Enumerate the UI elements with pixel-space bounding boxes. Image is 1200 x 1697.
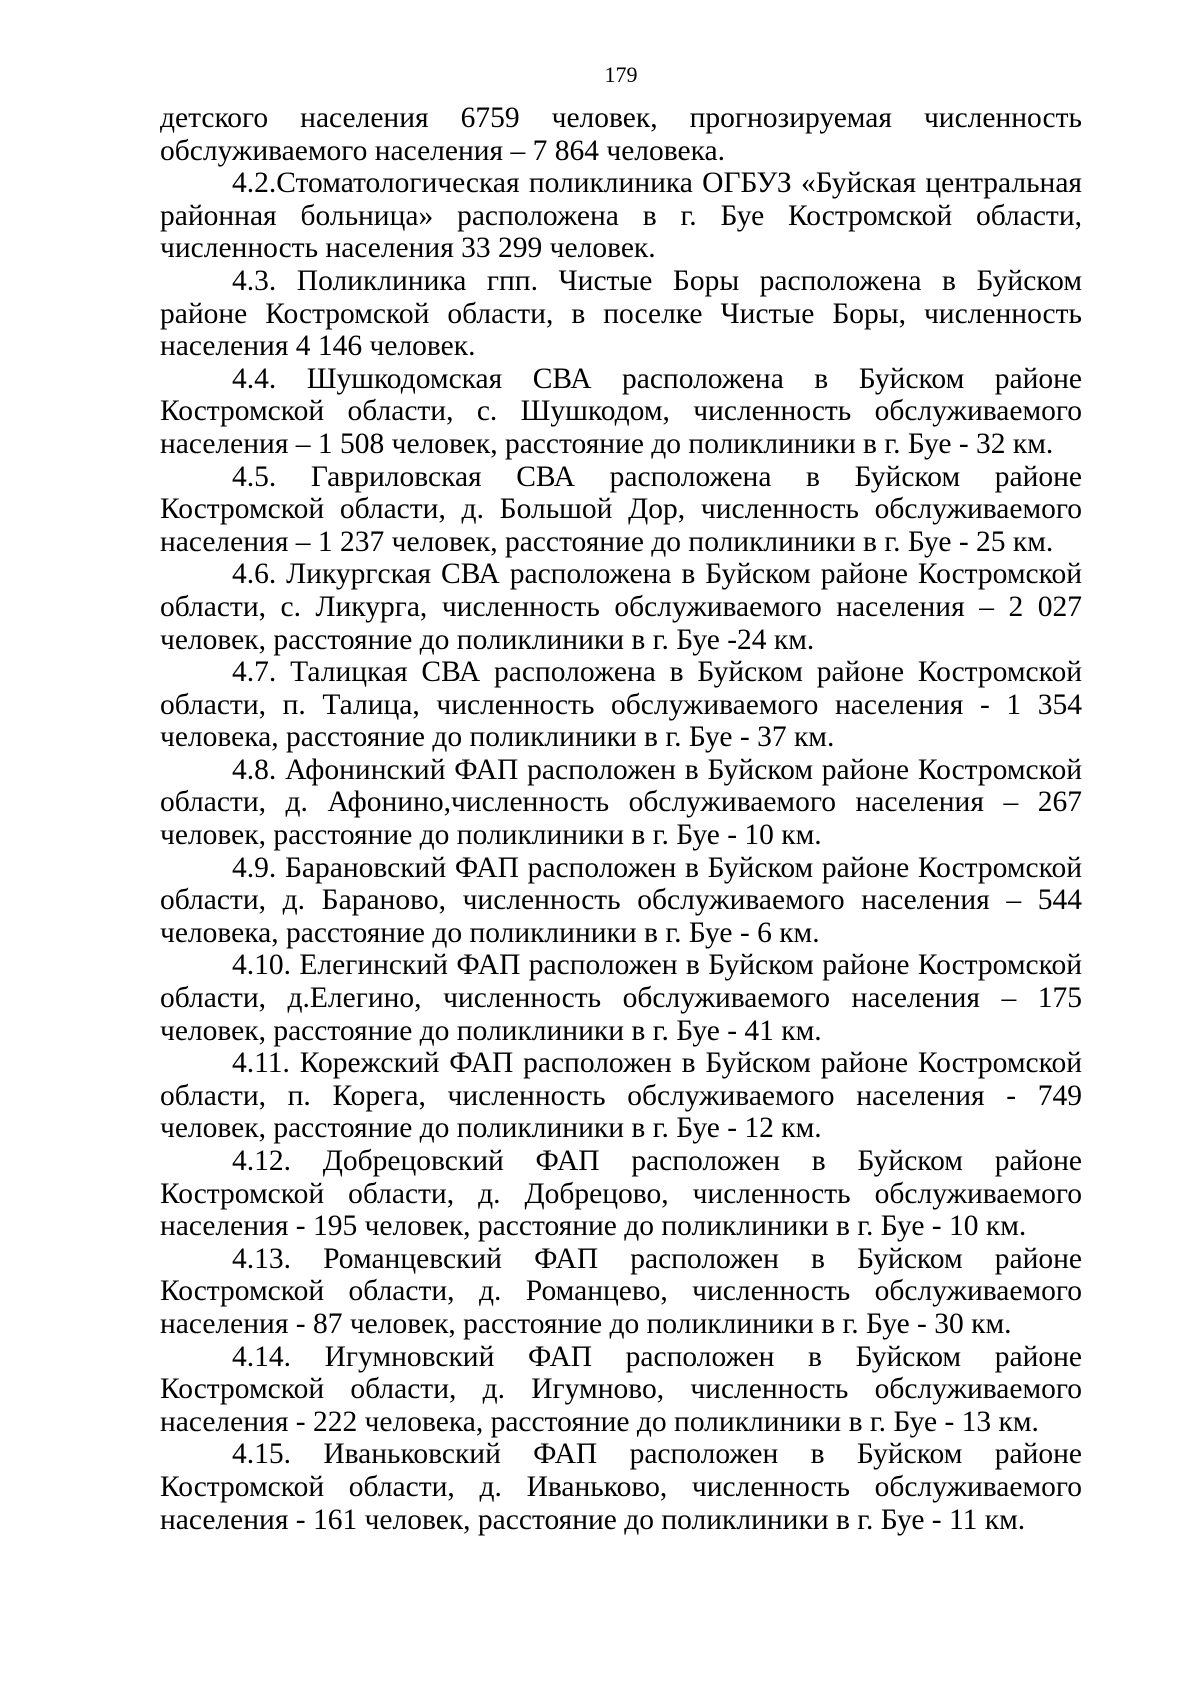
paragraph-4-2: 4.2.Стоматологическая поликлиника ОГБУЗ «Буйская центральная районная больница» расположена в г. Буе Костромской области, численность населения 33 299 человек.	[160, 167, 1082, 265]
paragraph-4-10: 4.10. Елегинский ФАП расположен в Буйском районе Костромской области, д.Елегино, численность обслуживаемого населения – 175 человек, расстояние до поликлиники в г. Буе - 41 км.	[160, 949, 1082, 1047]
paragraph-4-9: 4.9. Барановский ФАП расположен в Буйском районе Костромской области, д. Бараново, численность обслуживаемого населения – 544 человека, расстояние до поликлиники в г. Буе - 6 км.	[160, 851, 1082, 949]
page-number: 179	[604, 62, 638, 87]
paragraph-4-6: 4.6. Ликургская СВА расположена в Буйском районе Костромской области, с. Ликурга, численность обслуживаемого населения – 2 027 человек, расстояние до поликлиники в г. Буе -24 км.	[160, 558, 1082, 656]
paragraph-continuation: детского населения 6759 человек, прогнозируемая численность обслуживаемого населения – 7 864 человека.	[160, 102, 1082, 167]
paragraph-4-14: 4.14. Игумновский ФАП расположен в Буйском районе Костромской области, д. Игумново, численность обслуживаемого населения - 222 человека, расстояние до поликлиники в г. Буе - 13 км.	[160, 1340, 1082, 1438]
document-page	[160, 60, 1082, 1536]
paragraph-4-13: 4.13. Романцевский ФАП расположен в Буйском районе Костромской области, д. Романцево, численность обслуживаемого населения - 87 человек, расстояние до поликлиники в г. Буе - 30 км.	[160, 1242, 1082, 1340]
paragraph-4-12: 4.12. Добрецовский ФАП расположен в Буйском районе Костромской области, д. Добрецово, численность обслуживаемого населения - 195 человек, расстояние до поликлиники в г. Буе - 10 км.	[160, 1145, 1082, 1243]
paragraph-4-3: 4.3. Поликлиника гпп. Чистые Боры расположена в Буйском районе Костромской области, в поселке Чистые Боры, численность населения 4 146 человек.	[160, 264, 1082, 363]
paragraph-4-15: 4.15. Иваньковский ФАП расположен в Буйском районе Костромской области, д. Иваньково, численность обслуживаемого населения - 161 человек, расстояние до поликлиники в г. Буе - 11 км.	[160, 1438, 1082, 1536]
paragraph-4-11: 4.11. Корежский ФАП расположен в Буйском районе Костромской области, п. Корега, численность обслуживаемого населения - 749 человек, расстояние до поликлиники в г. Буе - 12 км.	[160, 1047, 1082, 1145]
paragraph-4-8: 4.8. Афонинский ФАП расположен в Буйском районе Костромской области, д. Афонино,численность обслуживаемого населения – 267 человек, расстояние до поликлиники в г. Буе - 10 км.	[160, 753, 1082, 852]
paragraph-4-5: 4.5. Гавриловская СВА расположена в Буйском районе Костромской области, д. Большой Дор, численность обслуживаемого населения – 1 237 человек, расстояние до поликлиники в г. Буе - 25 км.	[160, 460, 1082, 558]
paragraph-4-7: 4.7. Талицкая СВА расположена в Буйском районе Костромской области, п. Талица, численность обслуживаемого населения - 1 354 человека, расстояние до поликлиники в г. Буе - 37 км.	[160, 656, 1082, 754]
paragraph-4-4: 4.4. Шушкодомская СВА расположена в Буйском районе Костромской области, с. Шушкодом, численность обслуживаемого населения – 1 508 человек, расстояние до поликлиники в г. Буе - 32 км.	[160, 362, 1082, 460]
